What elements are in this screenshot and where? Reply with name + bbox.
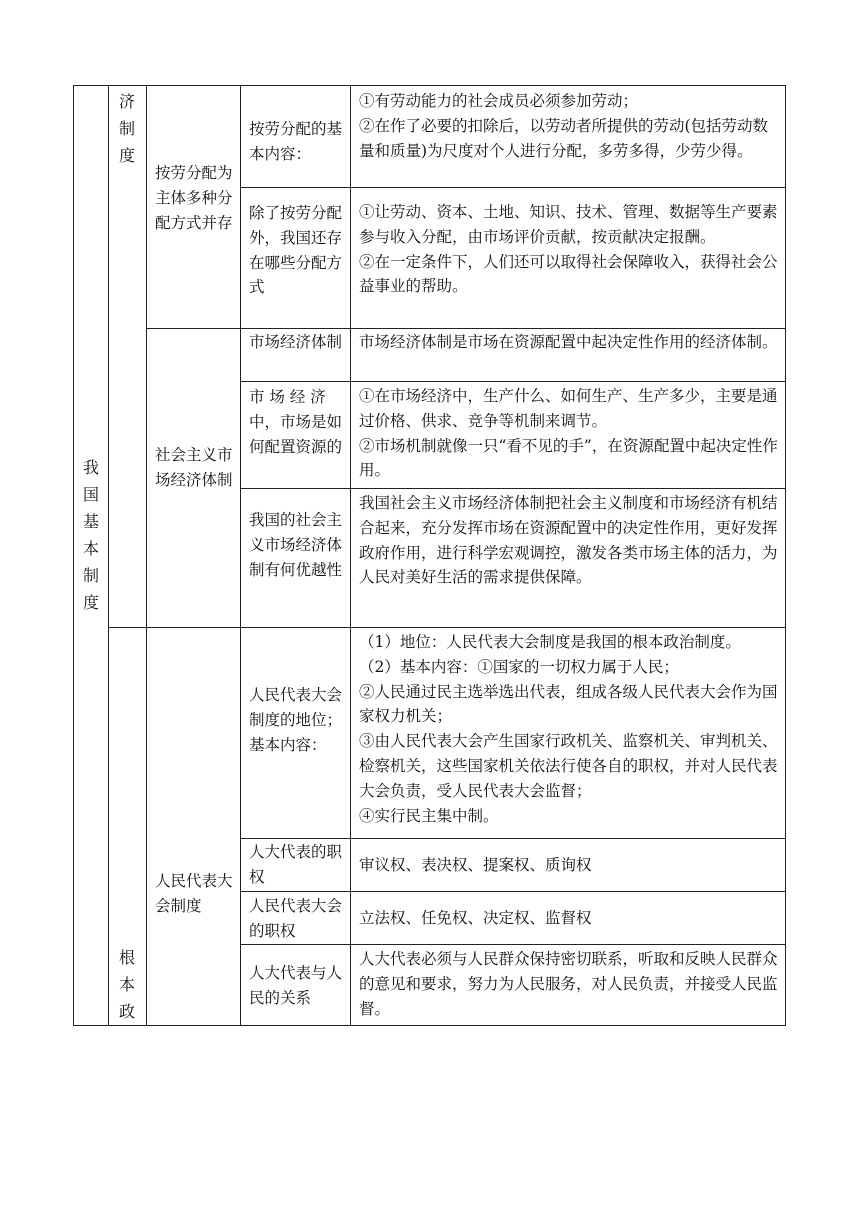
row-divider (146, 328, 786, 329)
answer-cell: 立法权、任免权、决定权、监督权 (359, 909, 592, 927)
row-divider (240, 944, 786, 945)
section-market: 社会主义市场经济体制 (155, 446, 233, 489)
answer-cell: 我国社会主义市场经济体制把社会主义制度和市场经济有机结合起来，充分发挥市场在资源配置中的决定性作用，更好发挥政府作用，进行科学宏观调控，激发各类市场主体的活力，为人民对美好生活的需求提供保障。 (359, 494, 778, 587)
row-divider (240, 891, 786, 892)
question-cell: 按劳分配的基本内容： (249, 120, 343, 163)
question-cell: 人民代表大会制度的地位；基本内容： (249, 686, 343, 754)
col-divider-1 (108, 85, 109, 1026)
col2-bottom-label: 根 本 政 (118, 948, 135, 1021)
row-divider (240, 488, 786, 489)
row-divider (240, 187, 786, 188)
col-divider-2 (146, 85, 147, 1026)
question-cell: 人大代表的职权 (249, 843, 343, 886)
answer-cell: ①让劳动、资本、土地、知识、技术、管理、数据等生产要素参与收入分配，由市场评价贡献，按贡献决定报酬。 ②在一定条件下，人们还可以取得社会保障收入，获得社会公益事业的帮助。 (359, 203, 778, 296)
question-cell: 人民代表大会的职权 (249, 897, 343, 940)
col-divider-4 (350, 85, 351, 1026)
question-cell: 市场经济体制 (249, 333, 343, 351)
answer-cell: 市场经济体制是市场在资源配置中起决定性作用的经济体制。 (359, 333, 778, 351)
answer-cell: ①在市场经济中，生产什么、如何生产、生产多少，主要是通过价格、供求、竞争等机制来调节。 ②市场机制就像一只“看不见的手”，在资源配置中起决定性作用。 (359, 387, 778, 480)
row-divider (108, 627, 786, 628)
question-cell: 人大代表与人民的关系 (249, 964, 343, 1007)
question-cell: 我国的社会主义市场经济体制有何优越性 (249, 511, 343, 579)
question-cell: 除了按劳分配外，我国还存在哪些分配方式 (249, 204, 343, 297)
col-divider-3 (240, 85, 241, 1026)
answer-cell: 人大代表必须与人民群众保持密切联系，听取和反映人民群众的意见和要求，努力为人民服务，对人民负责，并接受人民监督。 (359, 950, 778, 1018)
section-distribution: 按劳分配为主体多种分配方式并存 (155, 164, 233, 232)
col1-label: 我 国 基 本 制 度 (82, 458, 99, 612)
answer-cell: 审议权、表决权、提案权、质询权 (359, 856, 592, 874)
col2-top-label: 济 制 度 (118, 92, 135, 165)
row-divider (240, 838, 786, 839)
answer-cell: ①有劳动能力的社会成员必须参加劳动； ②在作了必要的扣除后，以劳动者所提供的劳动(包括劳动数量和质量)为尺度对个人进行分配，多劳多得，少劳少得。 (359, 92, 769, 160)
answer-cell: （1）地位：人民代表大会制度是我国的根本政治制度。 （2）基本内容：①国家的一切权力属于人民； ②人民通过民主选举选出代表，组成各级人民代表大会作为国家权力机关； ③由人民代表大会产生国家行政机关、监察机关、审判机关、检察机关，这些国家机关依法行使各自的职权，并对人民代表大会负责，受人民代表大会监督； ④实行民主集中制。 (359, 633, 778, 825)
row-divider (240, 381, 786, 382)
section-npc: 人民代表大会制度 (155, 872, 233, 915)
question-cell: 市 场 经 济中，市场是如何配置资源的 (249, 388, 343, 456)
